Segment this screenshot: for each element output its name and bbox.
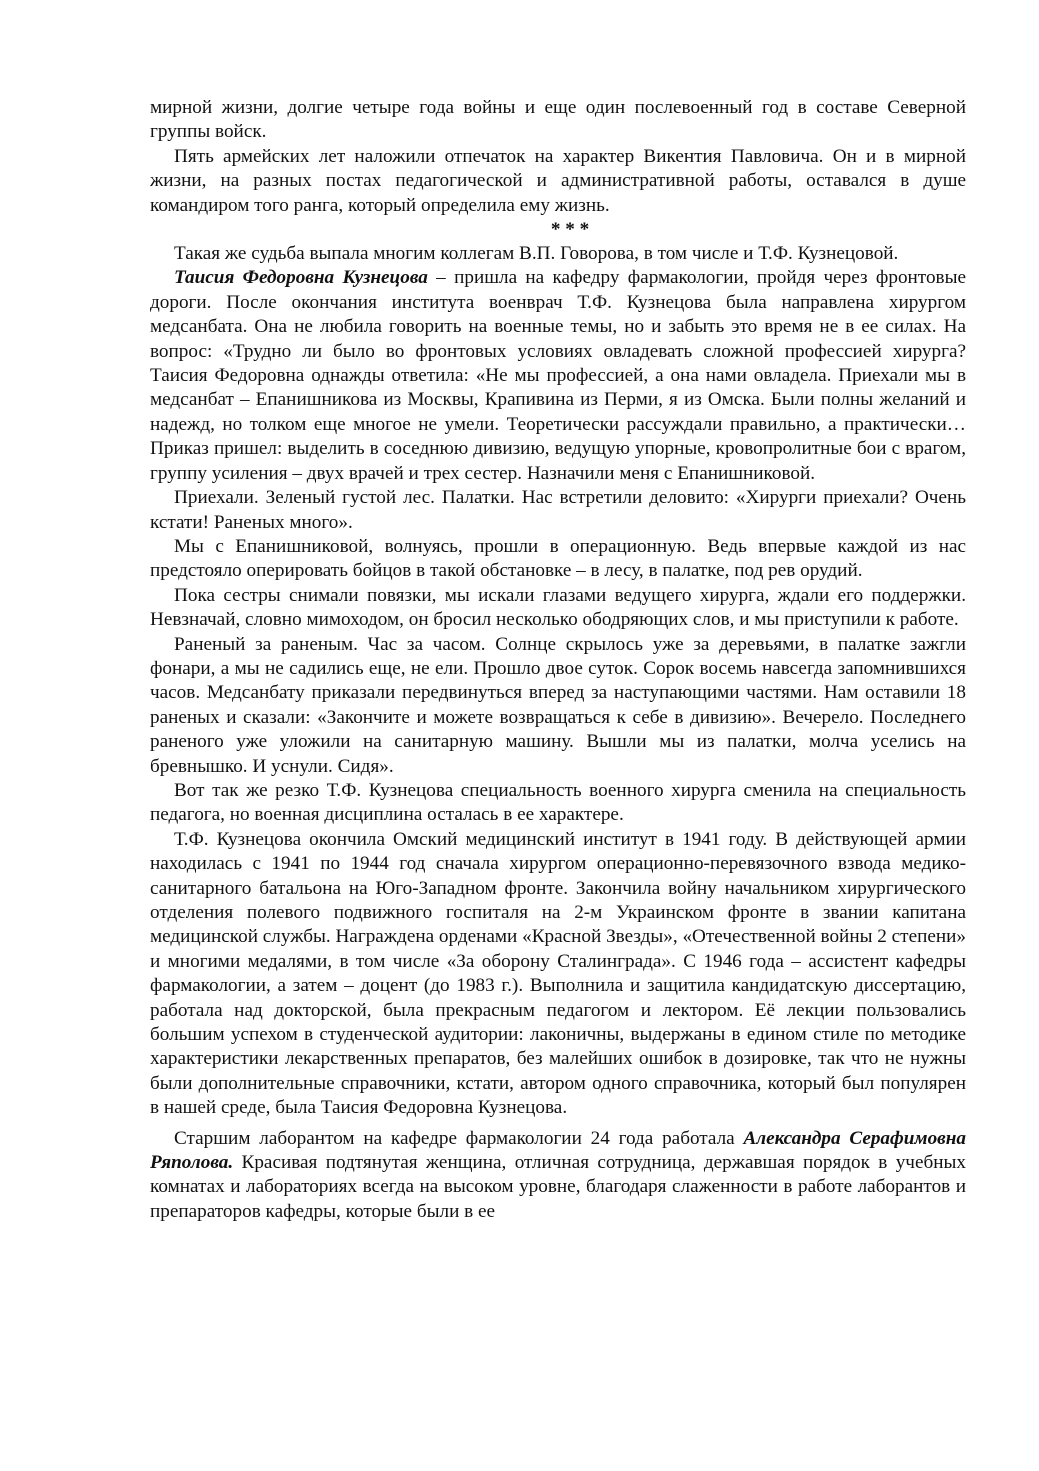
paragraph: Пока сестры снимали повязки, мы искали глазами ведущего хирурга, ждали его поддержки. Невзначай, словно мимоходом, он бросил несколько ободряющих слов, и мы приступили к работе. — [150, 584, 966, 631]
paragraph: мирной жизни, долгие четыре года войны и еще один послевоенный год в составе Северной группы войск. — [150, 97, 966, 143]
paragraph: Такая же судьба выпала многим коллегам В.П. Говорова, в том числе и Т.Ф. Кузнецовой. — [174, 243, 899, 265]
paragraph: Вот так же резко Т.Ф. Кузнецова специальность военного хирурга сменила на специальность педагога, но военная дисциплина осталась в ее характере. — [150, 779, 966, 826]
person-name: Александра Серафимовна Ряполова. — [150, 1127, 966, 1174]
paragraph-text: Красивая подтянутая женщина, отличная сотрудница, державшая порядок в учебных комнатах и лабораториях всегда на высоком уровне, благодаря слаженности в работе лаборантов и препараторов кафедры, которые были в ее — [150, 1152, 966, 1222]
paragraph — [150, 1127, 966, 1225]
paragraph: Раненый за раненым. Час за часом. Солнце скрылось уже за деревьями, в палатке зажгли фонари, а мы не садились еще, не ели. Прошло двое суток. Сорок восемь навсегда запомнившихся часов. Медсанбату приказали передвинуться вперед за наступающими частями. Нам оставили 18 раненых и сказали: «Закончите и можете возвращаться к себе в дивизию». Вечерело. Последнего раненого уже уложили на санитарную машину. Вышли мы из палатки, молча уселись на бревнышко. И уснули. Сидя». — [150, 633, 966, 777]
paragraph-text: – пришла на кафедру фармакологии, пройдя через фронтовые дороги. После окончания института военврач Т.Ф. Кузнецова была направлена хирургом медсанбата. Она не любила говорить на военные темы, но и забыть это время не в ее силах. На вопрос: «Трудно ли было во фронтовых условиях овладевать сложной профессией хирурга? Таисия Федоровна однажды ответила: «Не мы профессией, а она нами овладела. Приехали мы в медсанбат – Епанишникова из Москвы, Крапивина из Перми, я из Омска. Были полны желаний и надежд, но толком еще многое не умели. Теоретически рассуждали правильно, а практически… Приказ пришел: выделить в соседнюю дивизию, ведущую упорные, кровопролитные бои с врагом, группу усиления – двух врачей и трех сестер. Назначили меня с Епанишниковой. — [150, 267, 967, 484]
person-name: Таисия Федоровна Кузнецова — [174, 267, 428, 289]
paragraph-text: Старшим лаборантом на кафедре фармакологии 24 года работала — [174, 1127, 744, 1149]
paragraph: Пять армейских лет наложили отпечаток на характер Викентия Павловича. Он и в мирной жизни, на разных постах педагогической и административной работы, оставался в душе командиром того ранга, который определила ему жизнь. — [150, 145, 966, 216]
paragraph — [150, 266, 966, 486]
paragraph: Приехали. Зеленый густой лес. Палатки. Нас встретили деловито: «Хирурги приехали? Очень кстати! Раненых много». — [150, 487, 966, 533]
paragraph: Мы с Епанишниковой, волнуясь, прошли в операционную. Ведь впервые каждой из нас предстояло оперировать бойцов в такой обстановке – в лесу, в палатке, под рев орудий. — [150, 535, 966, 582]
document-page — [150, 96, 966, 1224]
paragraph: Т.Ф. Кузнецова окончила Омский медицинский институт в 1941 году. В действующей армии находилась с 1941 по 1944 год сначала хирургом операционно-перевязочного взвода медико-санитарного батальона на Юго-Западном фронте. Закончила войну начальником хирургического отделения полевого подвижного госпиталя на 2-м Украинском фронте в звании капитана медицинской службы. Награждена орденами «Красной Звезды», «Отечественной войны 2 степени» и многими медалями, в том числе «За оборону Сталинграда». С 1946 года – ассистент кафедры фармакологии, а затем – доцент (до 1983 г.). Выполнила и защитила кандидатскую диссертацию, работала над докторской, была прекрасным педагогом и лектором. Её лекции пользовались большим успехом в студенческой аудитории: лаконичны, выдержаны в едином стиле по методике характеристики лекарственных препаратов, без малейших ошибок в дозировке, так что не нужны были дополнительные справочники, кстати, автором одного справочника, который был популярен в нашей среде, была Таисия Федоровна Кузнецова. — [150, 828, 967, 1119]
section-separator: * * * — [550, 219, 590, 241]
